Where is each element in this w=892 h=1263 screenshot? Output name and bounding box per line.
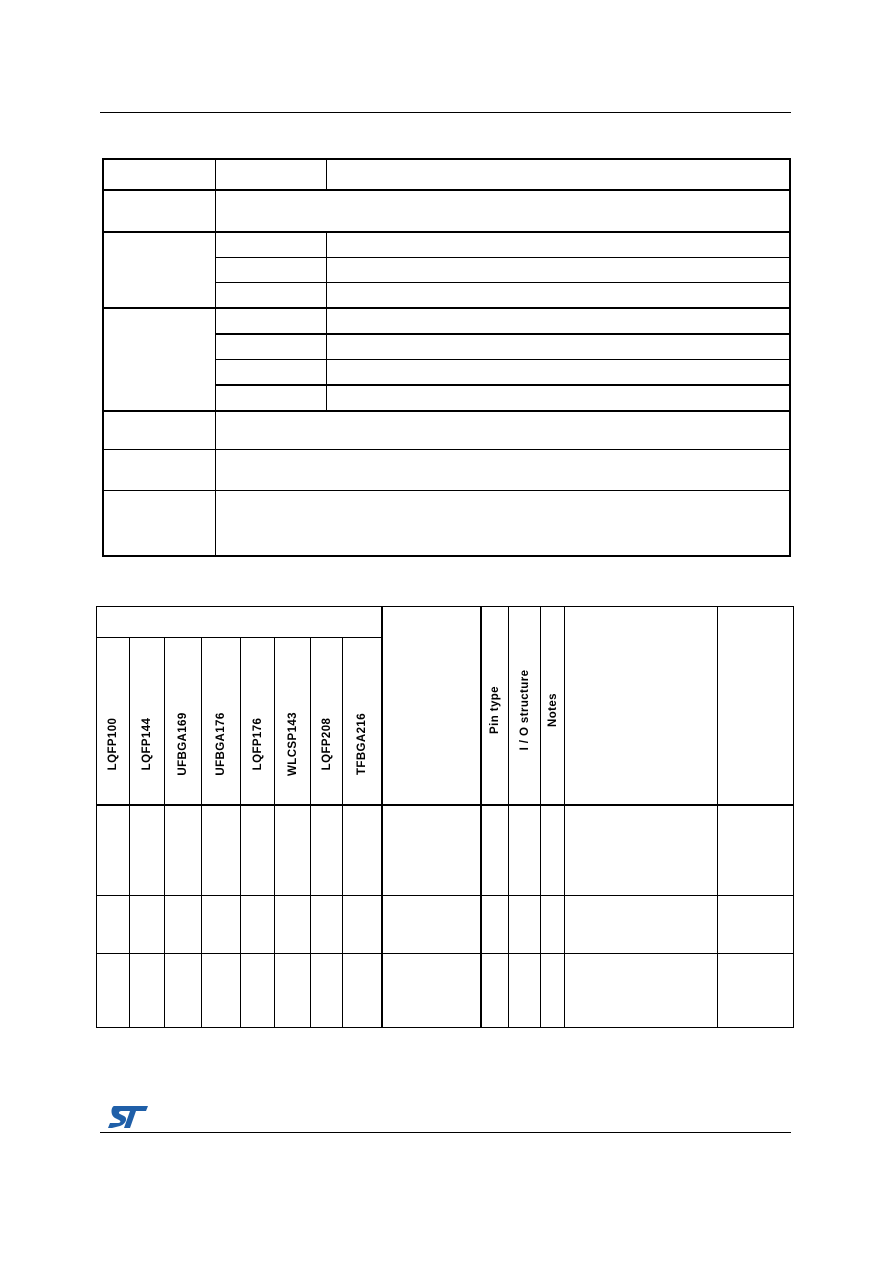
package-ufbga169-header: UFBGA169	[165, 638, 202, 806]
table-cell	[382, 805, 481, 895]
legend-row-label	[103, 190, 216, 232]
table-cell	[718, 953, 794, 1027]
alternate-functions-header	[565, 607, 718, 806]
footer-rule	[100, 1132, 791, 1133]
table-cell	[541, 953, 565, 1027]
table-cell	[165, 953, 202, 1027]
package-lqfp100-header: LQFP100	[97, 638, 130, 806]
legend-sub-definition	[327, 334, 791, 360]
legend-row-pin-type	[103, 232, 790, 258]
package-ufbga176-header: UFBGA176	[202, 638, 241, 806]
table-cell	[275, 895, 311, 953]
legend-row-value	[216, 450, 791, 491]
table-cell	[241, 805, 275, 895]
table-cell	[97, 805, 130, 895]
table-cell	[481, 805, 509, 895]
table-cell	[382, 895, 481, 953]
legend-sub-definition	[327, 385, 791, 411]
pin-type-header: Pin type	[481, 607, 509, 806]
pin-definition-table	[96, 606, 794, 1028]
legend-header-definition	[327, 159, 791, 190]
table-cell	[565, 895, 718, 953]
legend-sub-abbr	[216, 258, 327, 283]
table-cell	[565, 805, 718, 895]
table-cell	[275, 953, 311, 1027]
io-structure-header: I / O structure	[509, 607, 541, 806]
table-cell	[241, 953, 275, 1027]
package-lqfp176-header: LQFP176	[241, 638, 275, 806]
legend-header-name	[103, 159, 216, 190]
legend-sub-abbr	[216, 232, 327, 258]
table-cell	[509, 805, 541, 895]
legend-sub-abbr	[216, 360, 327, 386]
table-cell	[130, 895, 165, 953]
legend-row-label	[103, 308, 216, 411]
table-cell	[165, 895, 202, 953]
legend-sub-definition	[327, 283, 791, 309]
table-cell	[311, 953, 343, 1027]
table-cell	[509, 895, 541, 953]
table-cell	[130, 953, 165, 1027]
table-cell	[481, 953, 509, 1027]
legend-sub-definition	[327, 232, 791, 258]
table-cell	[565, 953, 718, 1027]
legend-row-value	[216, 411, 791, 450]
legend-sub-definition	[327, 308, 791, 334]
package-lqfp144-header: LQFP144	[130, 638, 165, 806]
table-cell	[97, 895, 130, 953]
package-group-header	[97, 607, 382, 638]
table-cell	[311, 895, 343, 953]
table-row	[97, 895, 794, 953]
table-cell	[97, 953, 130, 1027]
table-cell	[382, 953, 481, 1027]
legend-row-pin-name	[103, 190, 790, 232]
table-cell	[481, 895, 509, 953]
legend-sub-abbr	[216, 385, 327, 411]
package-lqfp208-header: LQFP208	[311, 638, 343, 806]
table-cell	[241, 895, 275, 953]
legend-row-value	[216, 491, 791, 557]
legend-header-row	[103, 159, 790, 190]
pin-legend-table	[102, 158, 791, 557]
table-cell	[275, 805, 311, 895]
table-cell	[541, 805, 565, 895]
st-logo-mark	[108, 1106, 148, 1128]
table-cell	[718, 805, 794, 895]
legend-row-additional-functions	[103, 491, 790, 557]
table-cell	[202, 805, 241, 895]
header-rule	[100, 112, 791, 113]
table-cell	[202, 953, 241, 1027]
table-cell	[343, 805, 382, 895]
pin-name-header	[382, 607, 481, 806]
package-wlcsp143-header: WLCSP143	[275, 638, 311, 806]
pin-table-group-row	[97, 607, 794, 638]
legend-sub-abbr	[216, 334, 327, 360]
table-cell	[718, 895, 794, 953]
legend-sub-abbr	[216, 283, 327, 309]
legend-row-alternate-functions	[103, 450, 790, 491]
table-cell	[509, 953, 541, 1027]
legend-sub-definition	[327, 258, 791, 283]
table-cell	[202, 895, 241, 953]
table-cell	[343, 953, 382, 1027]
table-cell	[541, 895, 565, 953]
notes-header: Notes	[541, 607, 565, 806]
legend-row-io-structure	[103, 308, 790, 334]
legend-row-label	[103, 491, 216, 557]
package-tfbga216-header: TFBGA216	[343, 638, 382, 806]
legend-row-notes	[103, 411, 790, 450]
legend-sub-definition	[327, 360, 791, 386]
table-cell	[311, 805, 343, 895]
table-row	[97, 953, 794, 1027]
table-cell	[165, 805, 202, 895]
legend-row-label	[103, 232, 216, 308]
table-row	[97, 805, 794, 895]
legend-row-label	[103, 450, 216, 491]
legend-row-label	[103, 411, 216, 450]
legend-header-abbreviation	[216, 159, 327, 190]
additional-functions-header	[718, 607, 794, 806]
legend-row-value	[216, 190, 791, 232]
legend-sub-abbr	[216, 308, 327, 334]
st-logo	[106, 1104, 150, 1130]
table-cell	[343, 895, 382, 953]
table-cell	[130, 805, 165, 895]
